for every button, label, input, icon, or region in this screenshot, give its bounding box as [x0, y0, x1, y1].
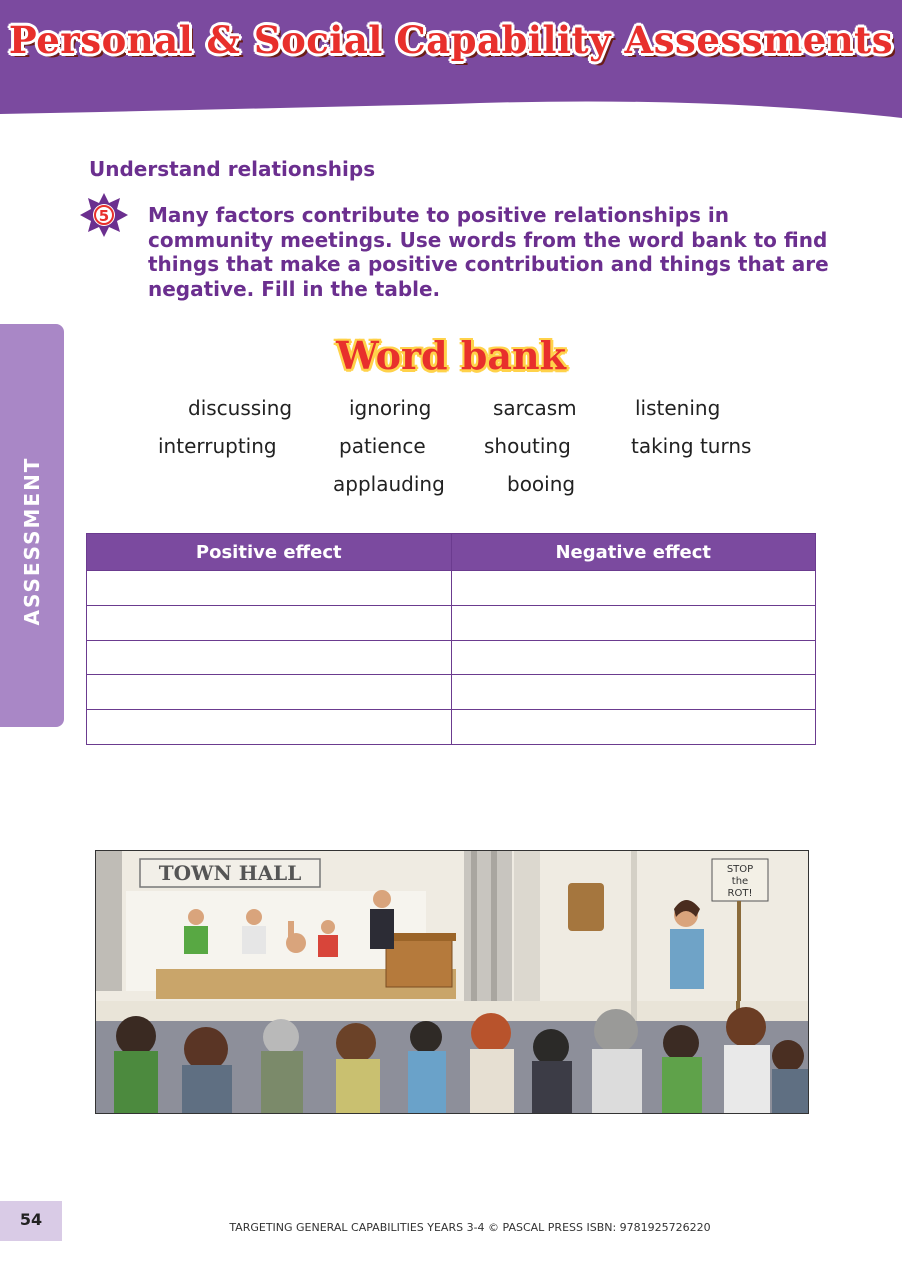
- placard-line: STOP: [726, 864, 754, 875]
- word-bank-word: sarcasm: [493, 396, 577, 420]
- page-title: Personal & Social Capability Assessments: [8, 18, 894, 62]
- placard-line: ROT!: [727, 888, 753, 899]
- positive-cell[interactable]: [87, 675, 452, 710]
- question-text: Many factors contribute to positive relationships in community meetings. Use words from the word bank to find things that make a positive contribution and things that are negative. Fill in the table.: [148, 203, 829, 301]
- word-bank-word: interrupting: [158, 434, 277, 458]
- word-bank-word: patience: [339, 434, 426, 458]
- negative-cell[interactable]: [451, 710, 816, 745]
- table-row: [87, 640, 816, 675]
- positive-effect-header: Positive effect: [87, 534, 452, 571]
- negative-cell[interactable]: [451, 640, 816, 675]
- negative-cell[interactable]: [451, 571, 816, 606]
- negative-cell[interactable]: [451, 605, 816, 640]
- town-hall-illustration: [95, 850, 809, 1114]
- town-hall-sign: TOWN HALL: [158, 861, 302, 885]
- table-row: [87, 710, 816, 745]
- word-bank-word: shouting: [484, 434, 571, 458]
- side-tab-label: ASSESSMENT: [20, 456, 44, 626]
- town-hall-meeting-illustration: [96, 851, 808, 1113]
- star-badge-icon: [80, 193, 128, 237]
- word-bank-word: listening: [635, 396, 721, 420]
- word-bank-word: ignoring: [349, 396, 432, 420]
- positive-cell[interactable]: [87, 571, 452, 606]
- table-header-row: [87, 534, 816, 571]
- effects-table: [86, 533, 816, 745]
- page-number: 54: [19, 1210, 43, 1229]
- positive-cell[interactable]: [87, 710, 452, 745]
- negative-cell[interactable]: [451, 675, 816, 710]
- question-number: 5: [98, 207, 110, 225]
- footer-credit: TARGETING GENERAL CAPABILITIES YEARS 3-4 © PASCAL PRESS ISBN: 9781925726220: [229, 1221, 711, 1234]
- word-bank-word: booing: [507, 472, 576, 496]
- negative-effect-header: Negative effect: [451, 534, 816, 571]
- table-row: [87, 605, 816, 640]
- word-bank-word: taking turns: [631, 434, 752, 458]
- section-heading: Understand relationships: [89, 157, 376, 181]
- table-row: [87, 571, 816, 606]
- question-number-badge: [80, 193, 128, 237]
- table-row: [87, 675, 816, 710]
- positive-cell[interactable]: [87, 605, 452, 640]
- placard-line: the: [731, 876, 749, 887]
- positive-cell[interactable]: [87, 640, 452, 675]
- side-tab: [0, 324, 64, 727]
- word-bank-title: Word bank: [336, 333, 566, 378]
- word-bank-word: discussing: [188, 396, 293, 420]
- word-bank-word: applauding: [333, 472, 445, 496]
